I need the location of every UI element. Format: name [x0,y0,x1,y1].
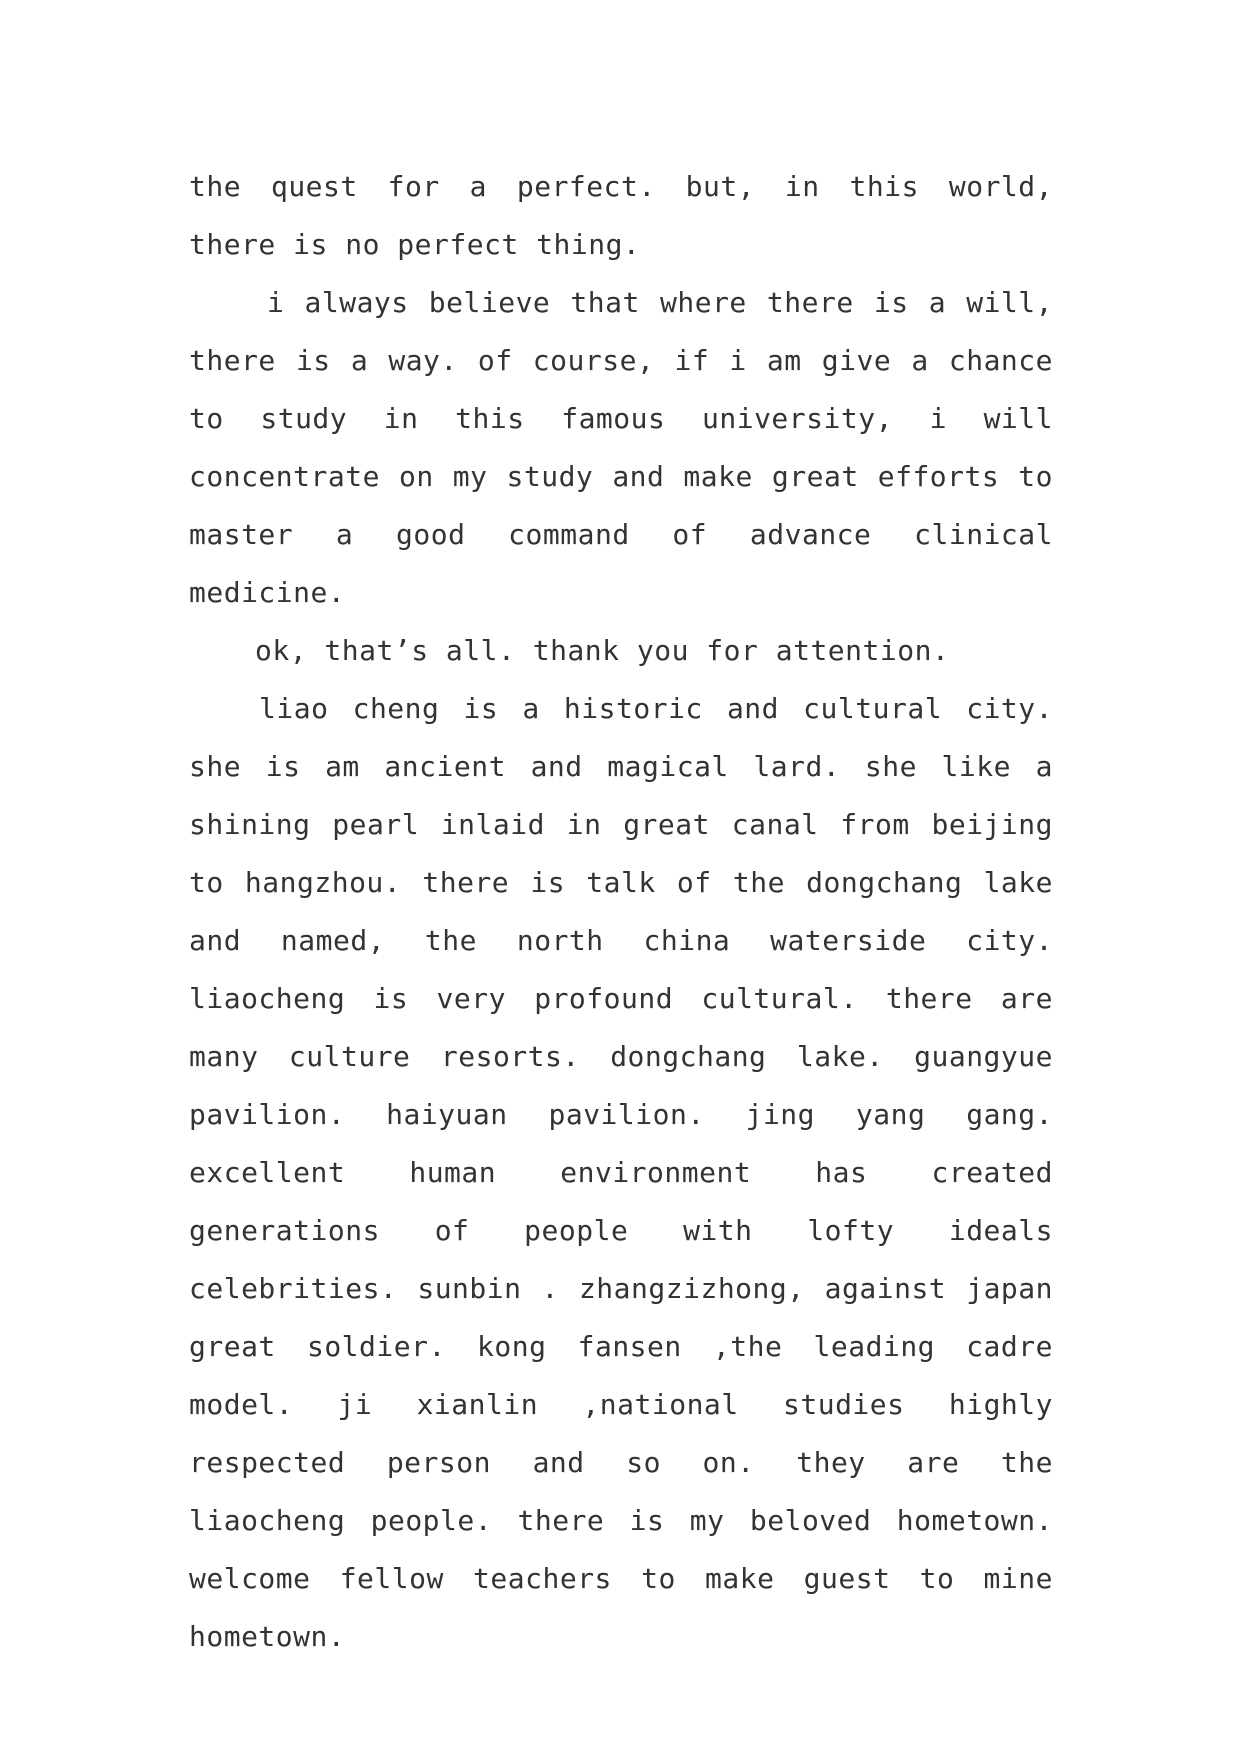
paragraph-liaocheng-hometown: liao cheng is a historic and cultural city. she is am ancient and magical lard. she like a shining pearl inlaid in great canal from beijing to hangzhou. there is talk of the dongchang lake and named, the north china waterside city. liaocheng is very profound cultural. there are many culture resorts. dongchang lake. guangyue pavilion. haiyuan pavilion. jing yang gang. excellent human environment has created generations of people with lofty ideals celebrities. sunbin . zhangzizhong, against japan great soldier. kong fansen ,the leading cadre model. ji xianlin ,national studies highly respected person and so on. they are the liaocheng people. there is my beloved hometown. welcome fellow teachers to make guest to mine hometown. [189,692,1053,1653]
paragraph-closing-thanks: ok, that’s all. thank you for attention. [255,634,950,667]
paragraph-will-way: i always believe that where there is a will, there is a way. of course, if i am give a chance to study in this famous university, i will concentrate on my study and make great efforts to master a good command of advance clinical medicine. [189,286,1053,609]
paragraph-perfect-quest: the quest for a perfect. but, in this world, there is no perfect thing. [189,170,1053,261]
document-body [189,158,1053,1666]
